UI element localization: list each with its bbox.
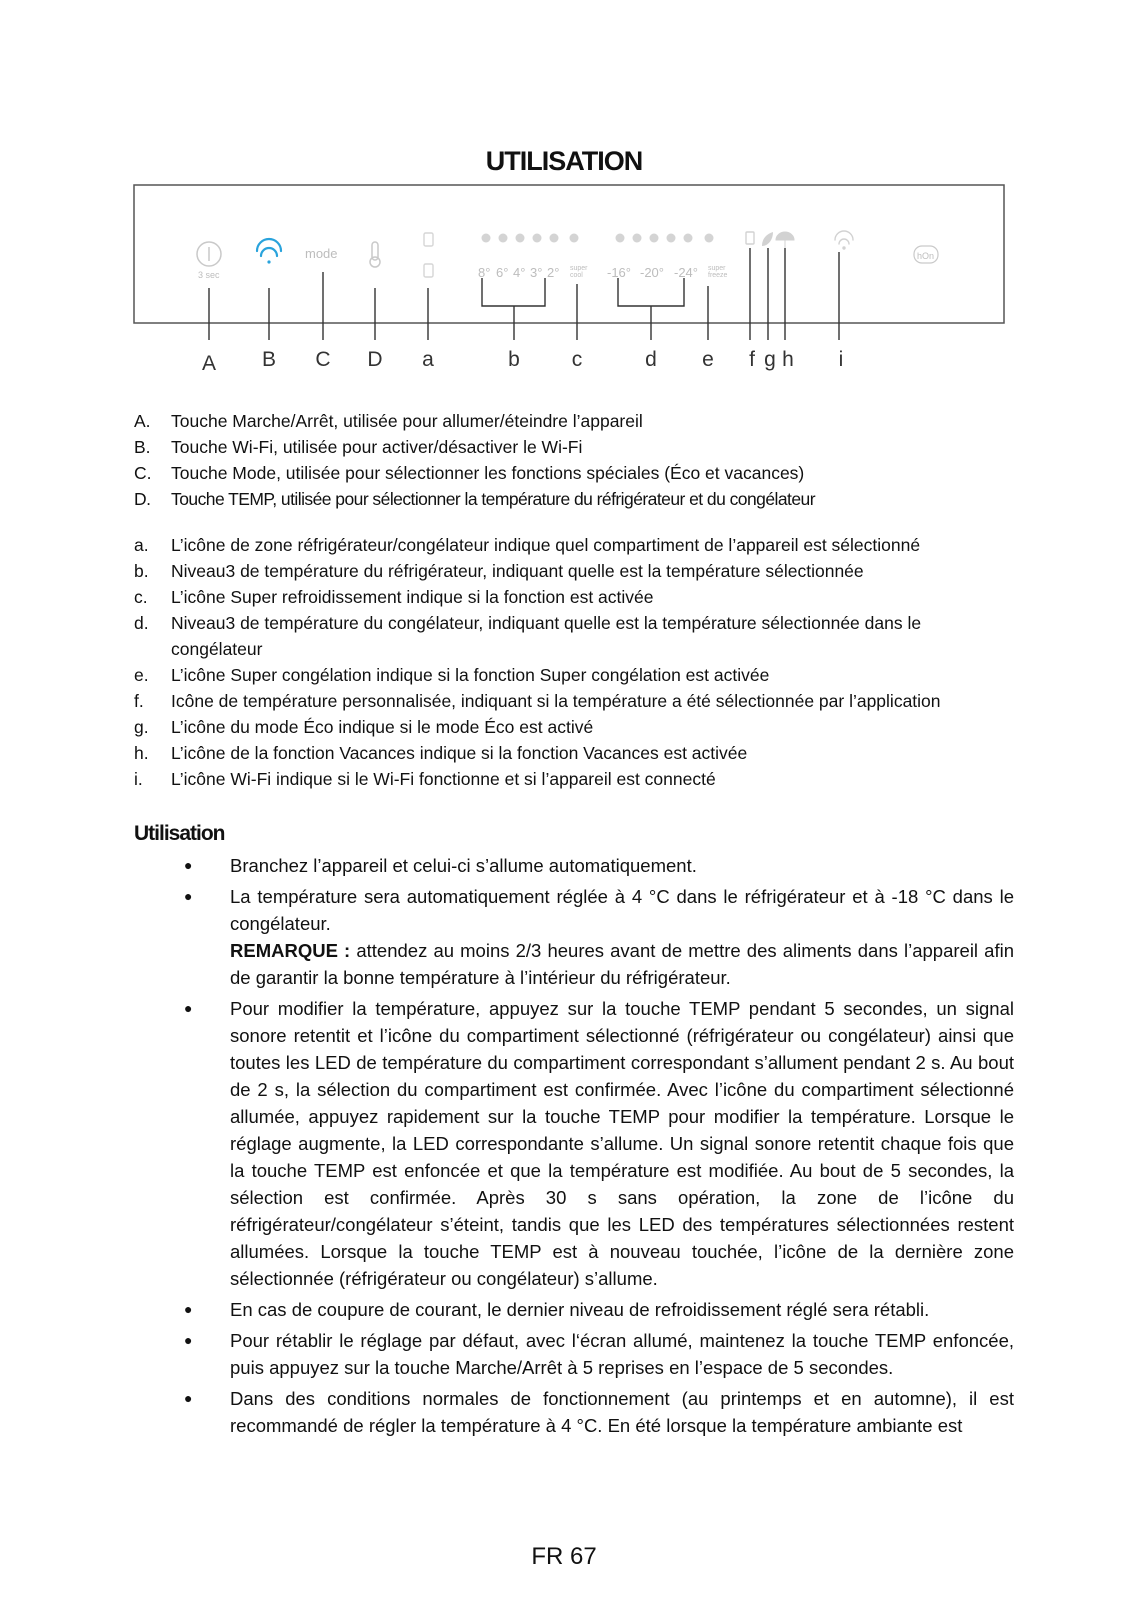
legend-text: Icône de température personnalisée, indiquant si la température a été sélectionnée par l’application [171, 691, 941, 711]
callout-letter: i [838, 348, 844, 371]
temp-button-icon[interactable] [370, 242, 380, 267]
list-item: ● Pour modifier la température, appuyez sur la touche TEMP pendant 5 secondes, un signal sonore retentit et l’icône du compartiment sélectionné (réfrigérateur ou congélateur) ainsi que toutes les LED de température du compartiment correspondant s’allument pendant 2 s. Au bout de 2 s, la sélection du compartiment est confirmée. Avec l’icône du compartiment sélectionné allumée, appuyez rapidement sur la touche TEMP pour modifier la température. Lorsque le réglage augmente, la LED correspondante s’allume. Un signal sonore retentit chaque fois que la touche TEMP est enfoncée et que la température est modifiée. Au bout de 5 secondes, la sélection est confirmée. Après 30 s sans opération, la zone de l’icône du réfrigérateur/congélateur s’éteint, tandis que les LED des températures sélectionnées restent allumées. Lorsque la touche TEMP est à nouveau touchée, l’icône de la dernière zone sélectionnée (réfrigérateur ou congélateur) s’allume. [134, 995, 1014, 1292]
power-button-caption: 3 sec [198, 270, 220, 280]
freezer-temp-label: -20° [640, 265, 664, 280]
callout-letter: f [749, 348, 755, 371]
legend-key: B. [134, 437, 151, 457]
freezer-led-dots [616, 234, 714, 243]
legend-item [134, 408, 1014, 434]
fridge-temp-label: 3° [530, 265, 543, 280]
legend-key: h. [134, 743, 149, 763]
custom-temp-icon [746, 232, 754, 244]
callout-letter: D [367, 348, 383, 371]
svg-text:hOn: hOn [917, 251, 935, 261]
bullet-icon: ● [184, 1301, 193, 1317]
hon-logo [914, 246, 938, 263]
holiday-umbrella-icon [776, 232, 794, 248]
fridge-temp-label: 2° [547, 265, 560, 280]
legend-item [134, 584, 1014, 610]
callout-letter: h [782, 348, 794, 371]
legend-text: Touche Marche/Arrêt, utilisée pour allumer/éteindre l’appareil [171, 411, 643, 431]
wifi-status-icon [835, 231, 853, 249]
remark-label: REMARQUE : [230, 940, 351, 961]
fridge-temperature-scale [478, 265, 559, 280]
zone-fridge-icon [424, 233, 433, 246]
legend-text: L’icône Super congélation indique si la fonction Super congélation est activée [171, 665, 770, 685]
bullet-icon: ● [184, 888, 193, 904]
legend-text: Touche TEMP, utilisée pour sélectionner la température du réfrigérateur et du congélateur [171, 489, 816, 509]
legend-key: a. [134, 535, 149, 555]
legend-key: C. [134, 463, 152, 483]
callout-letter: C [315, 348, 331, 371]
section-heading: Utilisation [134, 822, 225, 845]
legend-text: Touche Wi-Fi, utilisée pour activer/désactiver le Wi-Fi [171, 437, 583, 457]
callout-leader-lines [209, 248, 839, 340]
bullet-icon: ● [184, 857, 193, 873]
mode-button[interactable]: mode [305, 246, 338, 261]
super-cool-label-1: super [570, 265, 588, 272]
bullet-icon: ● [184, 1332, 193, 1348]
legend-key: D. [134, 489, 151, 509]
icon-legend-list [134, 532, 1014, 792]
legend-item [134, 714, 1014, 740]
zone-freezer-icon [424, 264, 433, 277]
freezer-temp-label: -24° [674, 265, 698, 280]
legend-key: d. [134, 613, 149, 633]
page-title: UTILISATION [485, 146, 643, 176]
legend-key: A. [134, 411, 151, 431]
button-legend-list [134, 408, 1014, 512]
usage-bullet-list [134, 852, 1014, 1443]
legend-text: L’icône Super refroidissement indique si la fonction est activée [171, 587, 654, 607]
fridge-led-dots [482, 234, 579, 243]
legend-text: L’icône de zone réfrigérateur/congélateur indique quel compartiment de l’appareil est sélectionné [171, 535, 921, 555]
callout-letter: d [645, 348, 657, 371]
legend-item [134, 610, 1014, 662]
legend-item [134, 460, 1014, 486]
freezer-temperature-scale [607, 265, 698, 280]
page-number: FR 67 [531, 1543, 597, 1570]
legend-key: e. [134, 665, 149, 685]
legend-key: g. [134, 717, 149, 737]
callout-letter: b [508, 348, 520, 371]
remark-text: attendez au moins 2/3 heures avant de mettre des aliments dans l’appareil afin de garantir la bonne température à l’intérieur du réfrigérateur. [230, 940, 1014, 988]
super-freeze-label-1: super [708, 265, 726, 272]
legend-item [134, 740, 1014, 766]
bullet-icon: ● [184, 1000, 193, 1016]
legend-text: L’icône Wi-Fi indique si le Wi-Fi fonctionne et si l’appareil est connecté [171, 769, 716, 789]
fridge-temp-label: 4° [513, 265, 526, 280]
list-item: ● La température sera automatiquement réglée à 4 °C dans le réfrigérateur et à -18 °C dans le congélateur. REMARQUE : attendez au moins 2/3 heures avant de mettre des aliments dans l’appareil afin de garantir la bonne température à l’intérieur du réfrigérateur. [134, 883, 1014, 991]
wifi-button-icon[interactable] [257, 239, 281, 264]
legend-text: L’icône de la fonction Vacances indique si la fonction Vacances est activée [171, 743, 748, 763]
callout-letter: a [422, 348, 434, 371]
legend-key: i. [134, 769, 143, 789]
legend-item [134, 662, 1014, 688]
super-freeze-label-2: freeze [708, 272, 728, 279]
legend-item [134, 434, 1014, 460]
legend-text: L’icône du mode Éco indique si le mode Éco est activé [171, 717, 594, 737]
list-item: ● Branchez l’appareil et celui-ci s’allume automatiquement. [134, 852, 1014, 879]
super-cool-label-2: cool [570, 272, 583, 279]
callout-letter: g [764, 348, 776, 371]
legend-text: Touche Mode, utilisée pour sélectionner les fonctions spéciales (Éco et vacances) [171, 463, 805, 483]
power-button-icon[interactable] [197, 242, 221, 266]
legend-item [134, 688, 1014, 714]
fridge-temp-label: 6° [496, 265, 509, 280]
legend-key: f. [134, 691, 144, 711]
list-item: ● Pour rétablir le réglage par défaut, avec l‘écran allumé, maintenez la touche TEMP enfoncée, puis appuyez sur la touche Marche/Arrêt à 5 reprises en l’espace de 5 secondes. [134, 1327, 1014, 1381]
legend-item [134, 486, 1014, 512]
callout-letter: A [201, 352, 217, 375]
freezer-temp-label: -16° [607, 265, 631, 280]
legend-text: Niveau3 de température du réfrigérateur, indiquant quelle est la température sélectionnée [171, 561, 864, 581]
legend-item [134, 766, 1014, 792]
legend-key: c. [134, 587, 148, 607]
legend-text: Niveau3 de température du congélateur, indiquant quelle est la température sélectionnée dans le congélateur [171, 613, 922, 659]
fridge-temp-label: 8° [478, 265, 491, 280]
legend-key: b. [134, 561, 149, 581]
callout-letter: B [261, 348, 277, 371]
eco-leaf-icon [762, 232, 773, 246]
legend-item [134, 532, 1014, 558]
callout-letter: e [702, 348, 714, 371]
bullet-icon: ● [184, 1390, 193, 1406]
legend-item [134, 558, 1014, 584]
list-item: ● En cas de coupure de courant, le dernier niveau de refroidissement réglé sera rétabli. [134, 1296, 1014, 1323]
control-panel-diagram [0, 0, 1128, 390]
callout-letter: c [571, 348, 583, 371]
list-item: ● Dans des conditions normales de fonctionnement (au printemps et en automne), il est recommandé de régler la température à 4 °C. En été lorsque la température ambiante est [134, 1385, 1014, 1439]
